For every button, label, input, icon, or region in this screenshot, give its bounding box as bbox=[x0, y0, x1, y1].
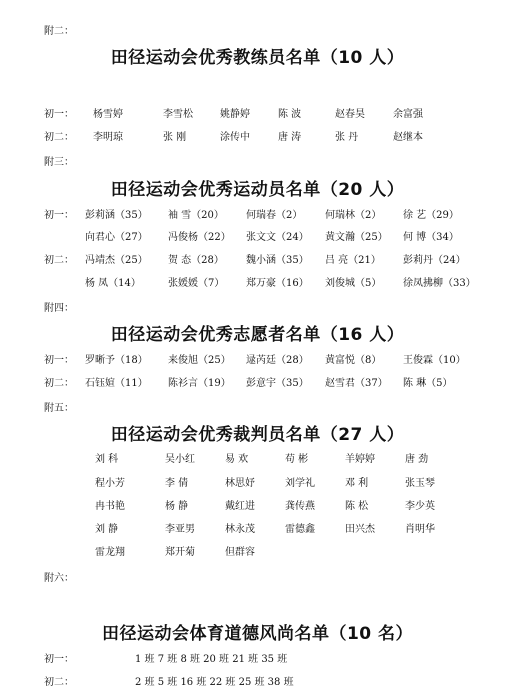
row-label: 初二： bbox=[44, 378, 74, 389]
name-entry: 来俊旭（25） bbox=[168, 355, 231, 366]
name-entry: 雷德鑫 bbox=[285, 524, 315, 535]
appendix-4-label: 附四： bbox=[44, 303, 74, 314]
name-entry: 程小芳 bbox=[95, 478, 125, 489]
name-entry: 李雪松 bbox=[163, 109, 193, 120]
list-row bbox=[0, 450, 515, 464]
name-entry: 何 博（34） bbox=[403, 232, 459, 243]
coaches-title: 田径运动会优秀教练员名单（10 人） bbox=[110, 48, 405, 68]
name-entry: 李明琼 bbox=[93, 132, 123, 143]
name-entry: 但群容 bbox=[225, 547, 255, 558]
list-row bbox=[0, 543, 515, 557]
name-entry: 彭莉丹（24） bbox=[403, 255, 466, 266]
appendix-3-label: 附三： bbox=[44, 157, 74, 168]
name-entry: 林思妤 bbox=[225, 478, 255, 489]
name-entry: 向君心（27） bbox=[85, 232, 148, 243]
name-entry: 唐 劲 bbox=[405, 454, 429, 465]
name-entry: 龚传燕 bbox=[285, 501, 315, 512]
list-row bbox=[44, 228, 505, 242]
list-row bbox=[44, 274, 505, 288]
name-entry: 郑开菊 bbox=[165, 547, 195, 558]
name-entry: 吴小红 bbox=[165, 454, 195, 465]
name-entry: 邓 利 bbox=[345, 478, 369, 489]
list-row bbox=[0, 520, 515, 534]
name-entry: 何瑞春（2） bbox=[246, 210, 303, 221]
appendix-2-label: 附二： bbox=[44, 26, 74, 37]
name-entry: 田兴杰 bbox=[345, 524, 375, 535]
name-entry: 冯靖杰（25） bbox=[85, 255, 148, 266]
name-entry: 杨 静 bbox=[165, 501, 189, 512]
name-entry: 贺 态（28） bbox=[168, 255, 224, 266]
name-entry: 李少英 bbox=[405, 501, 435, 512]
list-row bbox=[44, 351, 505, 365]
name-entry: 李 倩 bbox=[165, 478, 189, 489]
name-entry: 唐 涛 bbox=[278, 132, 302, 143]
name-entry: 魏小涵（35） bbox=[246, 255, 309, 266]
appendix-6-label: 附六： bbox=[44, 573, 74, 584]
athletes-title: 田径运动会优秀运动员名单（20 人） bbox=[110, 180, 405, 200]
name-entry: 罗晰予（18） bbox=[85, 355, 148, 366]
name-entry: 肖明华 bbox=[405, 524, 435, 535]
name-entry: 易 欢 bbox=[225, 454, 249, 465]
row-label: 初一： bbox=[44, 355, 74, 366]
name-entry: 徐凤拂柳（33） bbox=[403, 278, 476, 289]
name-entry: 赵春昊 bbox=[335, 109, 365, 120]
name-entry: 彭莉涵（35） bbox=[85, 210, 148, 221]
name-entry: 余富强 bbox=[393, 109, 423, 120]
sportsmanship-title: 田径运动会体育道德风尚名单（10 名） bbox=[101, 624, 414, 644]
name-entry: 张 丹 bbox=[335, 132, 359, 143]
row-label: 初一： bbox=[44, 654, 74, 665]
appendix-5-label: 附五： bbox=[44, 403, 74, 414]
name-entry: 陈 松 bbox=[345, 501, 369, 512]
name-entry: 冯俊杨（22） bbox=[168, 232, 231, 243]
referees-title: 田径运动会优秀裁判员名单（27 人） bbox=[110, 425, 405, 445]
name-entry: 杨 凤（14） bbox=[85, 278, 141, 289]
name-entry: 杨雪婷 bbox=[93, 109, 123, 120]
name-entry: 王俊霖（10） bbox=[403, 355, 466, 366]
name-entry: 陈 波 bbox=[278, 109, 302, 120]
name-entry: 羊婷婷 bbox=[345, 454, 375, 465]
name-entry: 刘 静 bbox=[95, 524, 119, 535]
name-entry: 雷龙翔 bbox=[95, 547, 125, 558]
class-list: 2 班 5 班 16 班 22 班 25 班 38 班 bbox=[135, 677, 294, 688]
name-entry: 陈衫言（19） bbox=[168, 378, 231, 389]
name-entry: 徐 艺（29） bbox=[403, 210, 459, 221]
volunteers-title: 田径运动会优秀志愿者名单（16 人） bbox=[110, 325, 405, 345]
list-row bbox=[44, 128, 505, 142]
class-list: 1 班 7 班 8 班 20 班 21 班 35 班 bbox=[135, 654, 288, 665]
name-entry: 刘 科 bbox=[95, 454, 119, 465]
name-entry: 刘俊城（5） bbox=[325, 278, 382, 289]
name-entry: 张玉琴 bbox=[405, 478, 435, 489]
row-label: 初一： bbox=[44, 109, 74, 120]
row-label: 初二： bbox=[44, 255, 74, 266]
name-entry: 袖 雪（20） bbox=[168, 210, 224, 221]
name-entry: 张文文（24） bbox=[246, 232, 309, 243]
list-row bbox=[44, 105, 505, 119]
list-row bbox=[44, 251, 505, 265]
name-entry: 冉书艳 bbox=[95, 501, 125, 512]
name-entry: 郑万豪（16） bbox=[246, 278, 309, 289]
name-entry: 刘学礼 bbox=[285, 478, 315, 489]
name-entry: 逯芮廷（28） bbox=[246, 355, 309, 366]
name-entry: 张媛媛（7） bbox=[168, 278, 225, 289]
name-entry: 苟 彬 bbox=[285, 454, 309, 465]
name-entry: 陈 琳（5） bbox=[403, 378, 453, 389]
name-entry: 黄富悦（8） bbox=[325, 355, 382, 366]
row-label: 初一： bbox=[44, 210, 74, 221]
row-label: 初二： bbox=[44, 677, 74, 688]
list-row bbox=[0, 474, 515, 488]
name-entry: 戴红进 bbox=[225, 501, 255, 512]
name-entry: 赵雪君（37） bbox=[325, 378, 388, 389]
name-entry: 赵继本 bbox=[393, 132, 423, 143]
list-row bbox=[44, 650, 504, 664]
name-entry: 吕 亮（21） bbox=[325, 255, 381, 266]
list-row bbox=[44, 206, 505, 220]
name-entry: 何瑞林（2） bbox=[325, 210, 382, 221]
name-entry: 黄文瀚（25） bbox=[325, 232, 388, 243]
list-row bbox=[0, 497, 515, 511]
list-row bbox=[44, 374, 505, 388]
name-entry: 涂传中 bbox=[220, 132, 250, 143]
name-entry: 张 刚 bbox=[163, 132, 187, 143]
name-entry: 林永茂 bbox=[225, 524, 255, 535]
name-entry: 姚静婷 bbox=[220, 109, 250, 120]
row-label: 初二： bbox=[44, 132, 74, 143]
list-row bbox=[44, 673, 504, 687]
name-entry: 彭意宇（35） bbox=[246, 378, 309, 389]
name-entry: 李亚男 bbox=[165, 524, 195, 535]
name-entry: 石钰媗（11） bbox=[85, 378, 148, 389]
